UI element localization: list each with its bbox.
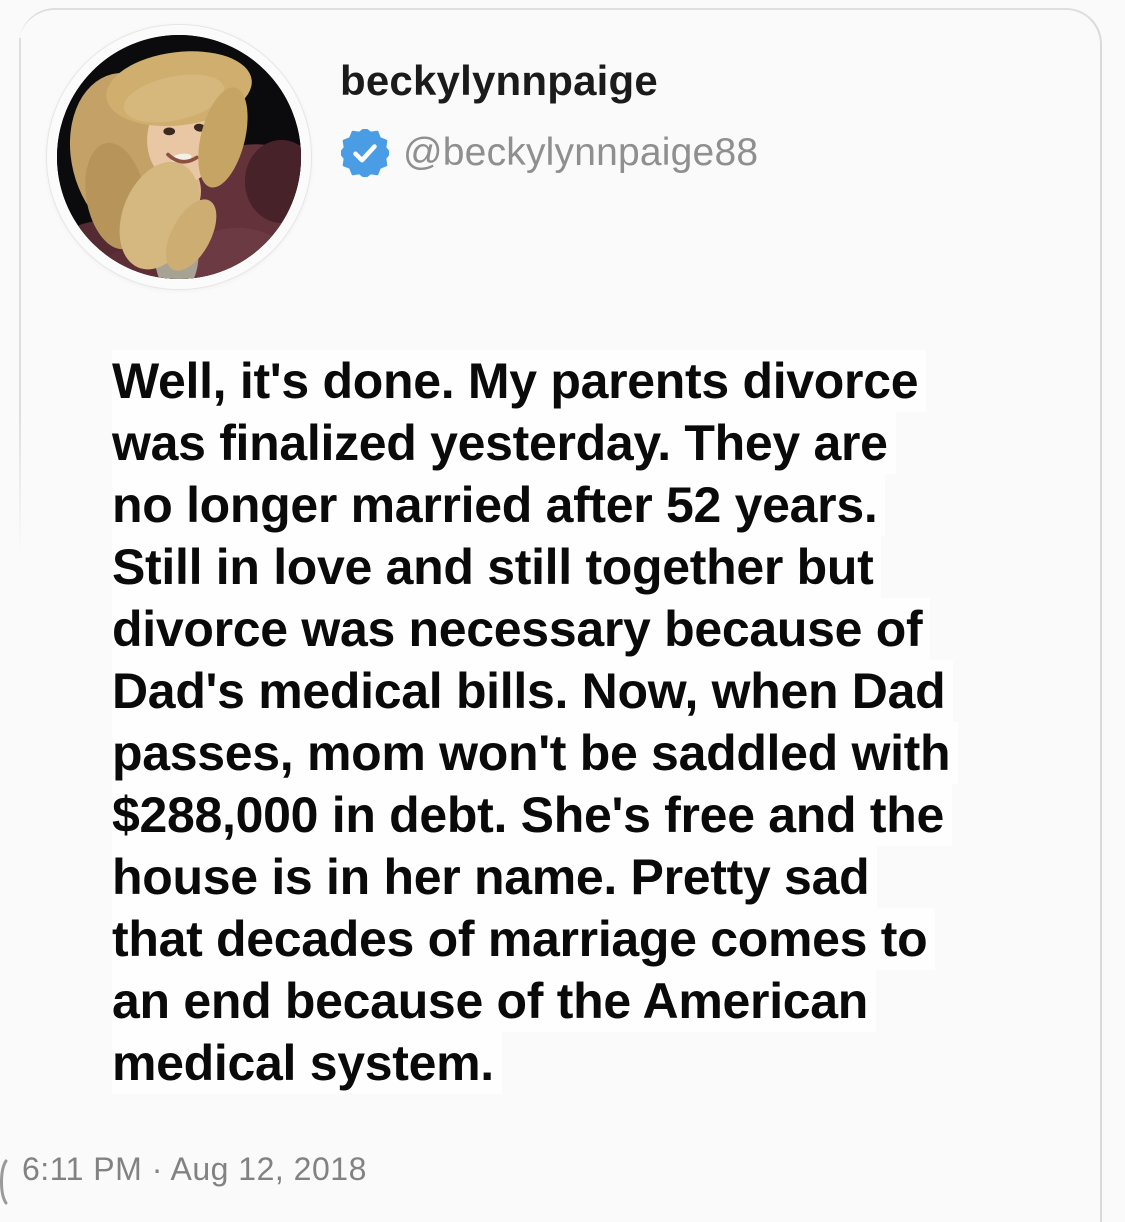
handle-row: [341, 129, 758, 177]
tweet-line: medical system.: [112, 1032, 502, 1094]
tweet-line: that decades of marriage comes to: [112, 908, 935, 970]
tweet-line: passes, mom won't be saddled with: [112, 722, 958, 784]
avatar[interactable]: [47, 25, 311, 289]
tweet-line: an end because of the American: [112, 970, 876, 1032]
tweet-line: Dad's medical bills. Now, when Dad: [112, 660, 953, 722]
verified-badge-icon: [341, 129, 389, 177]
tweet-text: [112, 350, 958, 1094]
edge-artifact: [0, 1158, 9, 1206]
tweet-timestamp: 6:11 PM · Aug 12, 2018: [22, 1151, 367, 1187]
tweet-line: Well, it's done. My parents divorce: [112, 350, 926, 412]
user-handle[interactable]: @beckylynnpaige88: [403, 131, 759, 174]
display-name[interactable]: beckylynnpaige: [340, 57, 658, 104]
avatar-image: [57, 35, 301, 279]
tweet-line: Still in love and still together but: [112, 536, 881, 598]
tweet-card-border-left: [19, 38, 21, 554]
tweet-line: no longer married after 52 years.: [112, 474, 885, 536]
tweet-line: was finalized yesterday. They are: [112, 412, 896, 474]
tweet-line: $288,000 in debt. She's free and the: [112, 784, 952, 846]
tweet-line: divorce was necessary because of: [112, 598, 930, 660]
tweet-line: house is in her name. Pretty sad: [112, 846, 877, 908]
